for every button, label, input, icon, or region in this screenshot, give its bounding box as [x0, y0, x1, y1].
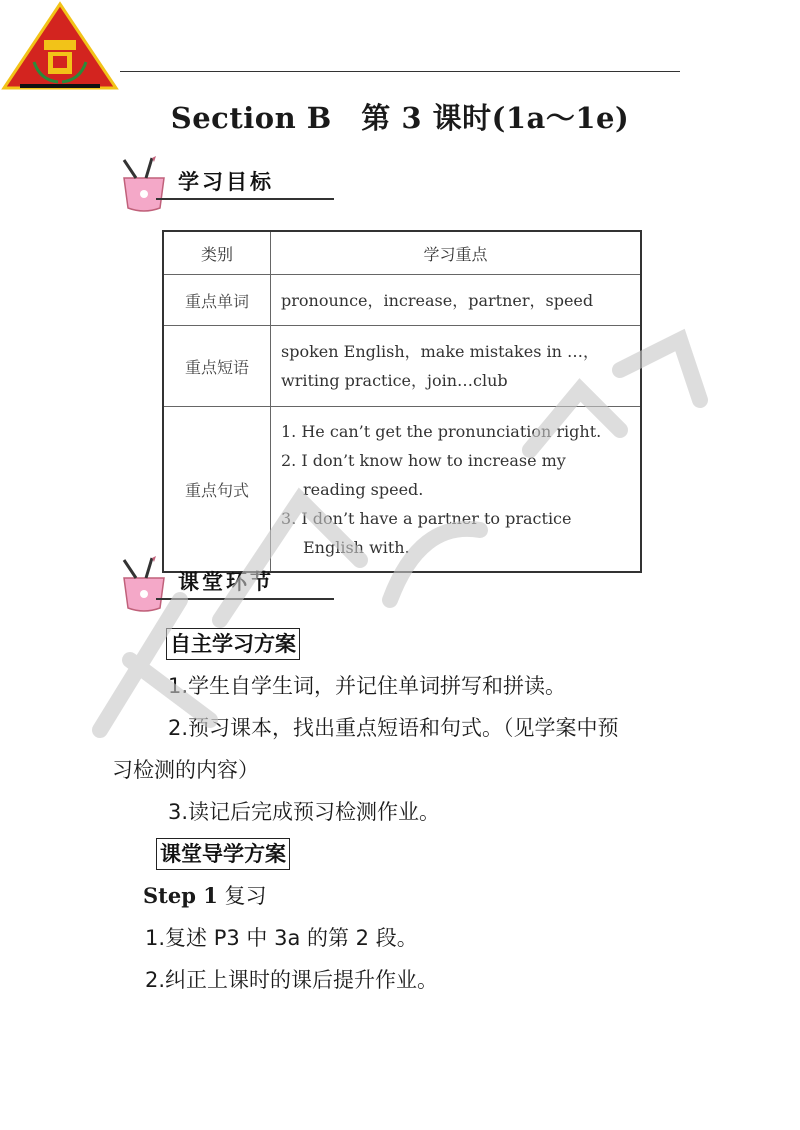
table-row	[163, 407, 641, 573]
self-study-item: 3.读记后完成预习检测作业。	[168, 800, 441, 824]
table-header-row	[163, 231, 641, 275]
table-cell-category: 重点句式	[163, 407, 271, 573]
sentence-item: 1. He can’t get the pronunciation right.	[281, 421, 602, 441]
step-heading	[143, 881, 267, 911]
page-title: Section B 第 3 课时(1a～1e)	[170, 101, 630, 135]
objectives-heading-underline	[156, 198, 334, 200]
table-header-focus: 学习重点	[271, 231, 642, 275]
pencil-cup-icon	[116, 556, 172, 614]
classroom-heading-label: 课堂环节	[178, 570, 274, 594]
objectives-heading-label: 学习目标	[178, 170, 274, 194]
self-study-item: 习检测的内容）	[112, 758, 259, 782]
self-study-item: 2.预习课本，找出重点短语和句式。（见学案中预	[168, 716, 619, 740]
objectives-heading	[116, 156, 316, 216]
self-study-title: 自主学习方案	[166, 628, 300, 660]
table-row	[163, 326, 641, 407]
table-cell-category: 重点短语	[163, 326, 271, 407]
classroom-heading	[116, 556, 316, 616]
pencil-cup-icon	[116, 156, 172, 214]
table-cell-words: pronounce，increase，partner，speed	[271, 275, 642, 326]
guide-item: 1.复述 P3 中 3a 的第 2 段。	[145, 926, 418, 950]
header-rule	[120, 71, 680, 72]
table-row	[163, 275, 641, 326]
guide-title: 课堂导学方案	[156, 838, 290, 870]
self-study-item: 1.学生自学生词，并记住单词拼写和拼读。	[168, 674, 567, 698]
table-cell-sentences	[271, 407, 642, 573]
table-cell-category: 重点单词	[163, 275, 271, 326]
table-cell-phrases: spoken English，make mistakes in …，writing practice，join…club	[271, 326, 642, 407]
objectives-table	[162, 230, 642, 573]
step-label: Step 1	[143, 883, 218, 908]
classroom-heading-underline	[156, 598, 334, 600]
sentence-item: 3. I don’t have a partner to practice English with.	[281, 508, 572, 557]
logo-icon	[0, 0, 120, 92]
guide-item: 2.纠正上课时的课后提升作业。	[145, 968, 439, 992]
step-title: 复习	[224, 884, 267, 908]
table-header-category: 类别	[163, 231, 271, 275]
sentence-item: 2. I don’t know how to increase my reading speed.	[281, 450, 566, 499]
